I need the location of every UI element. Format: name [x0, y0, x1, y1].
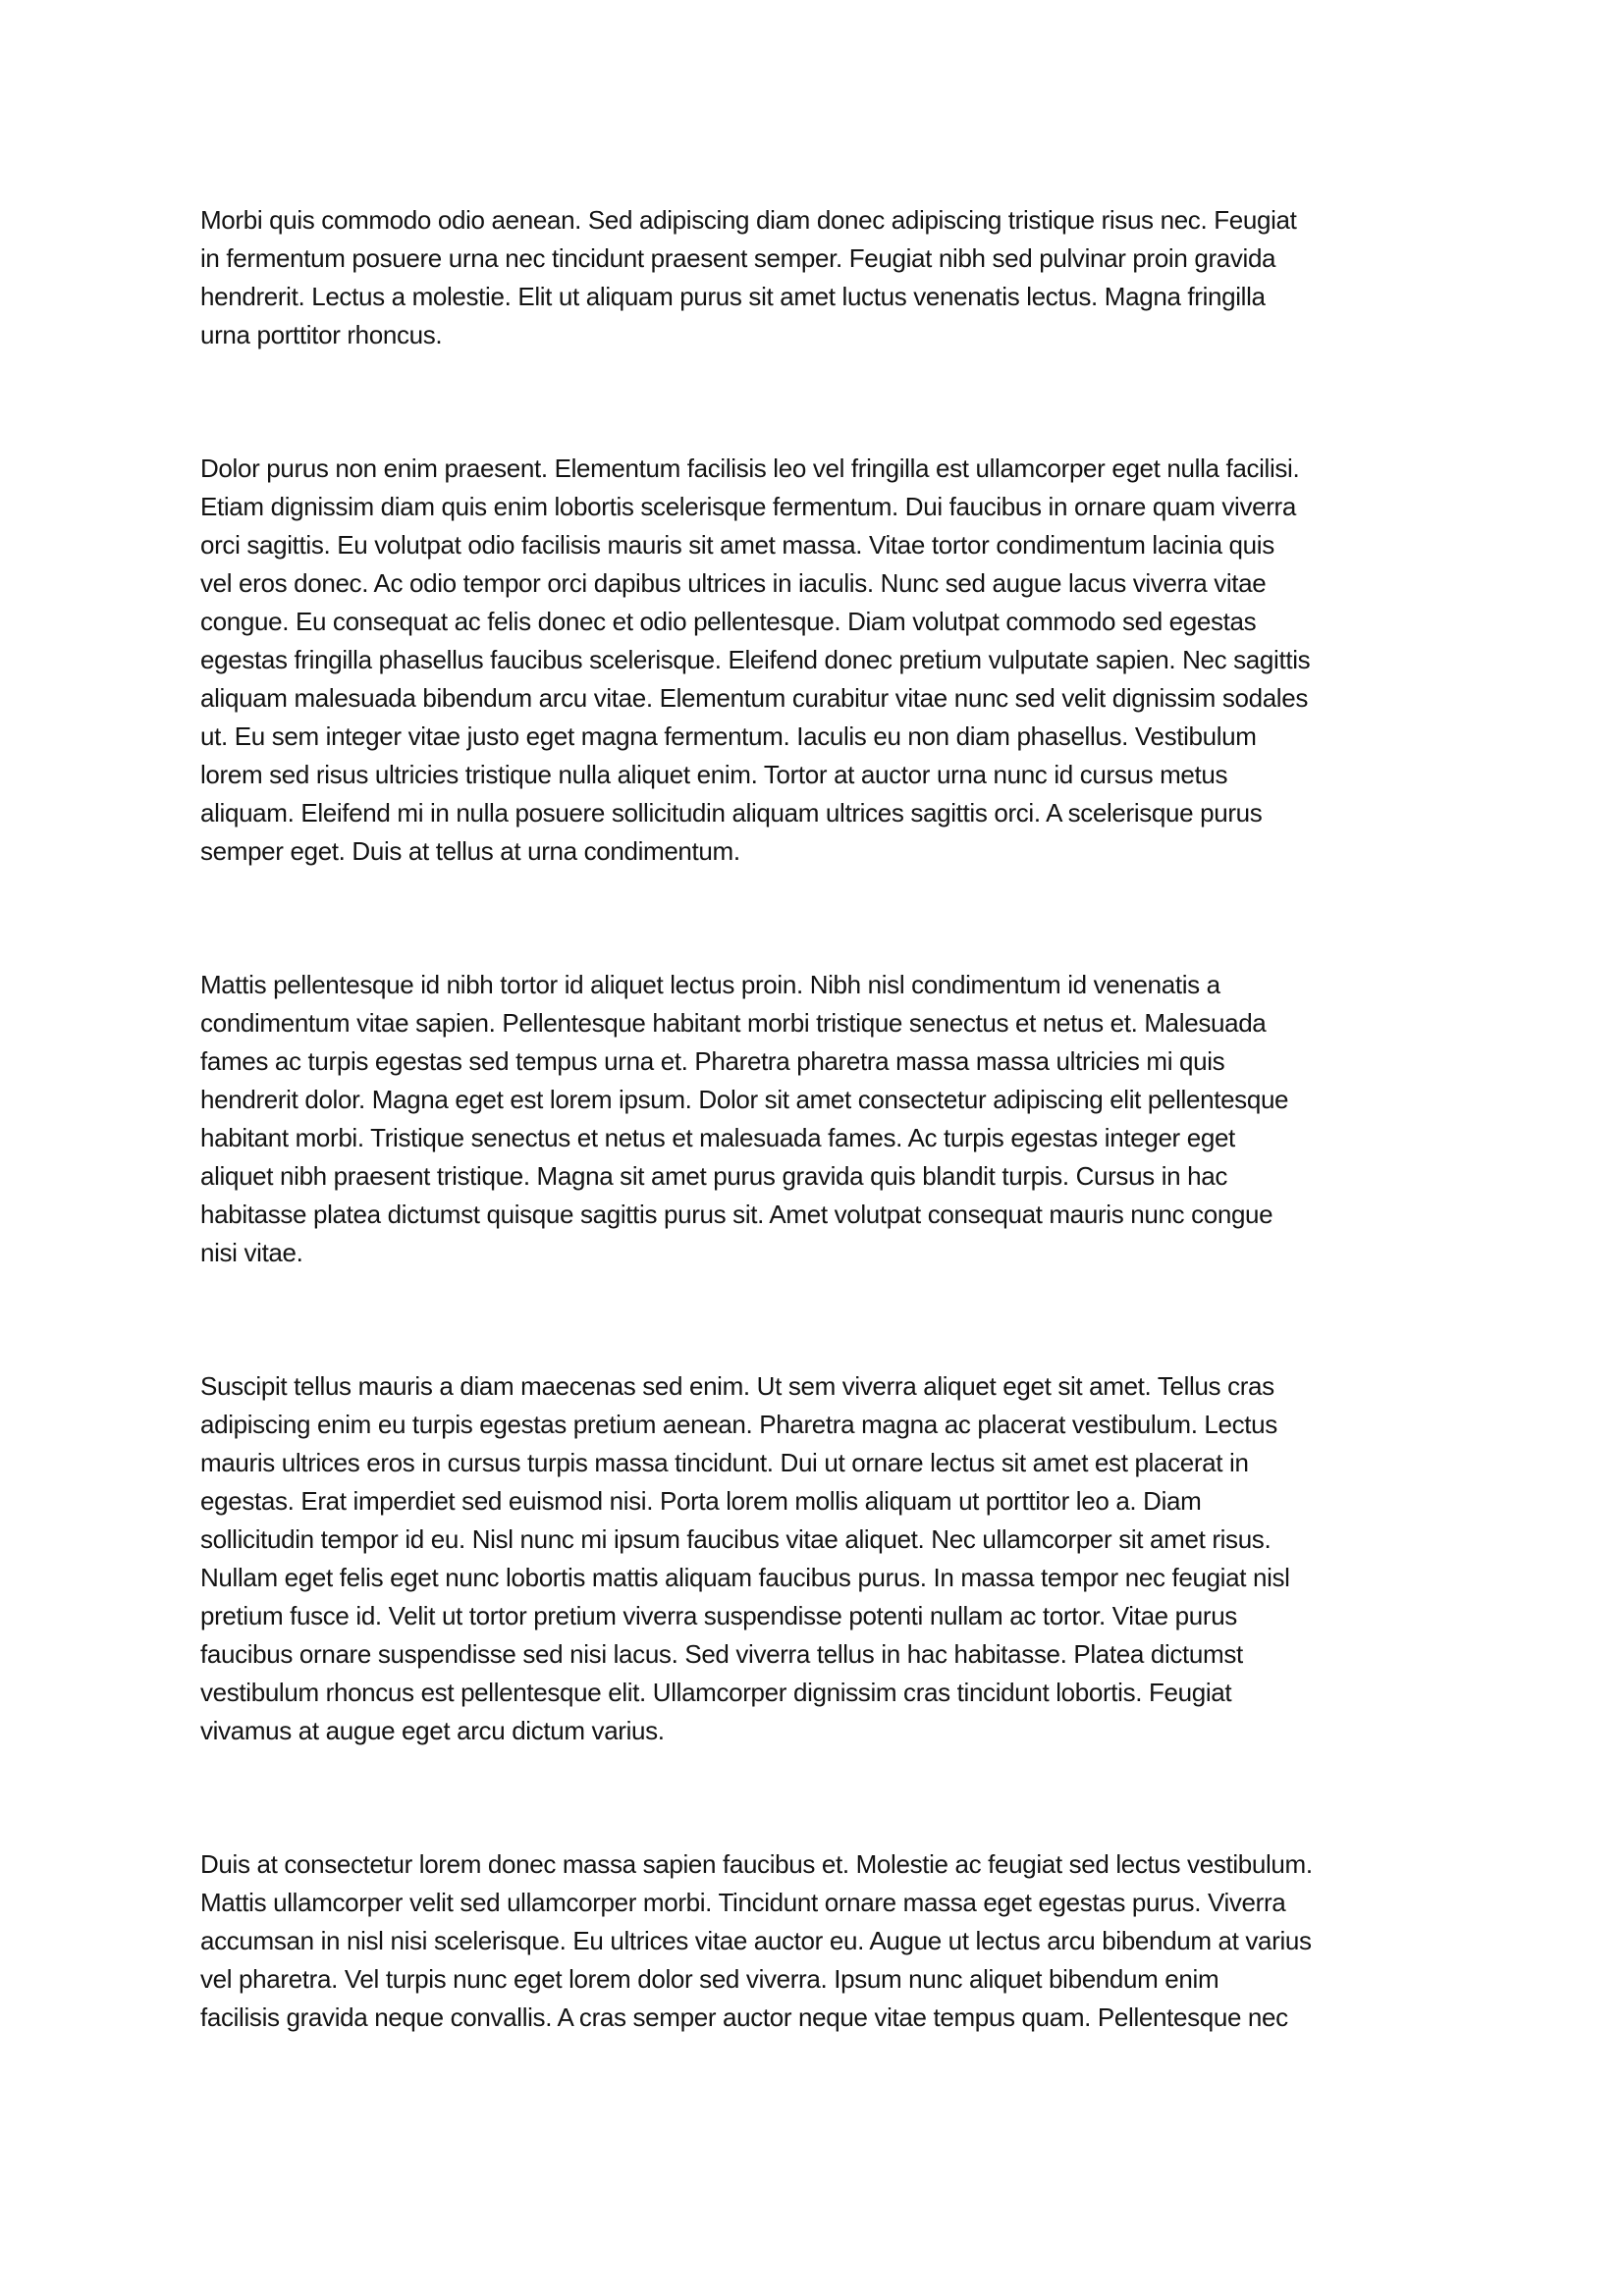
- text-line: urna porttitor rhoncus.: [200, 320, 443, 349]
- text-line: Suscipit tellus mauris a diam maecenas sed enim. Ut sem viverra aliquet eget sit amet. Tellus cras: [200, 1371, 1274, 1401]
- text-line: habitasse platea dictumst quisque sagittis purus sit. Amet volutpat consequat mauris nunc congue: [200, 1200, 1273, 1229]
- text-line: fames ac turpis egestas sed tempus urna et. Pharetra pharetra massa massa ultricies mi quis: [200, 1046, 1225, 1076]
- text-block: [200, 201, 1437, 2132]
- text-line: hendrerit. Lectus a molestie. Elit ut aliquam purus sit amet luctus venenatis lectus. Magna fringilla: [200, 282, 1266, 311]
- paragraph: [200, 966, 1437, 1272]
- text-line: mauris ultrices eros in cursus turpis massa tincidunt. Dui ut ornare lectus sit amet est placerat in: [200, 1448, 1249, 1477]
- paragraph: [200, 450, 1437, 871]
- text-line: egestas. Erat imperdiet sed euismod nisi. Porta lorem mollis aliquam ut porttitor leo a. Diam: [200, 1486, 1202, 1516]
- text-line: condimentum vitae sapien. Pellentesque habitant morbi tristique senectus et netus et. Malesuada: [200, 1008, 1267, 1038]
- text-line: aliquam. Eleifend mi in nulla posuere sollicitudin aliquam ultrices sagittis orci. A scelerisque purus: [200, 798, 1263, 828]
- text-line: facilisis gravida neque convallis. A cras semper auctor neque vitae tempus quam. Pellentesque nec: [200, 2002, 1288, 2032]
- text-line: semper eget. Duis at tellus at urna condimentum.: [200, 836, 740, 866]
- text-line: vivamus at augue eget arcu dictum varius.: [200, 1716, 665, 1745]
- text-line: egestas fringilla phasellus faucibus scelerisque. Eleifend donec pretium vulputate sapien. Nec sagittis: [200, 645, 1311, 674]
- text-line: Duis at consectetur lorem donec massa sapien faucibus et. Molestie ac feugiat sed lectus vestibulum.: [200, 1849, 1313, 1879]
- text-line: lorem sed risus ultricies tristique nulla aliquet enim. Tortor at auctor urna nunc id cursus metus: [200, 760, 1228, 789]
- text-line: in fermentum posuere urna nec tincidunt praesent semper. Feugiat nibh sed pulvinar proin gravida: [200, 243, 1276, 273]
- paragraph: [200, 1845, 1437, 2037]
- paragraph: [200, 201, 1437, 354]
- paragraph: [200, 1367, 1437, 1750]
- text-line: sollicitudin tempor id eu. Nisl nunc mi ipsum faucibus vitae aliquet. Nec ullamcorper sit amet risus.: [200, 1524, 1272, 1554]
- text-line: hendrerit dolor. Magna eget est lorem ipsum. Dolor sit amet consectetur adipiscing elit pellentesque: [200, 1085, 1289, 1114]
- text-line: aliquet nibh praesent tristique. Magna sit amet purus gravida quis blandit turpis. Cursus in hac: [200, 1161, 1227, 1191]
- text-line: orci sagittis. Eu volutpat odio facilisis mauris sit amet massa. Vitae tortor condimentum lacinia quis: [200, 530, 1274, 560]
- text-line: accumsan in nisl nisi scelerisque. Eu ultrices vitae auctor eu. Augue ut lectus arcu bibendum at varius: [200, 1926, 1312, 1955]
- text-line: vel pharetra. Vel turpis nunc eget lorem dolor sed viverra. Ipsum nunc aliquet bibendum enim: [200, 1964, 1219, 1994]
- text-line: Mattis ullamcorper velit sed ullamcorper morbi. Tincidunt ornare massa eget egestas purus. Viverra: [200, 1888, 1286, 1917]
- text-line: adipiscing enim eu turpis egestas pretium aenean. Pharetra magna ac placerat vestibulum. Lectus: [200, 1410, 1277, 1439]
- text-line: Dolor purus non enim praesent. Elementum facilisis leo vel fringilla est ullamcorper eget nulla facilisi.: [200, 454, 1300, 483]
- text-line: Morbi quis commodo odio aenean. Sed adipiscing diam donec adipiscing tristique risus nec. Feugiat: [200, 205, 1297, 235]
- text-line: pretium fusce id. Velit ut tortor pretium viverra suspendisse potenti nullam ac tortor. Vitae purus: [200, 1601, 1237, 1630]
- text-line: ut. Eu sem integer vitae justo eget magna fermentum. Iaculis eu non diam phasellus. Vestibulum: [200, 721, 1257, 751]
- text-line: Nullam eget felis eget nunc lobortis mattis aliquam faucibus purus. In massa tempor nec feugiat nisl: [200, 1563, 1290, 1592]
- text-line: Etiam dignissim diam quis enim lobortis scelerisque fermentum. Dui faucibus in ornare quam viverra: [200, 492, 1296, 521]
- text-line: Mattis pellentesque id nibh tortor id aliquet lectus proin. Nibh nisl condimentum id venenatis a: [200, 970, 1220, 999]
- text-line: congue. Eu consequat ac felis donec et odio pellentesque. Diam volutpat commodo sed egestas: [200, 607, 1257, 636]
- text-line: faucibus ornare suspendisse sed nisi lacus. Sed viverra tellus in hac habitasse. Platea dictumst: [200, 1639, 1243, 1669]
- text-line: vel eros donec. Ac odio tempor orci dapibus ultrices in iaculis. Nunc sed augue lacus viverra vitae: [200, 568, 1267, 598]
- text-line: vestibulum rhoncus est pellentesque elit. Ullamcorper dignissim cras tincidunt lobortis. Feugiat: [200, 1678, 1232, 1707]
- text-line: nisi vitae.: [200, 1238, 303, 1267]
- text-line: aliquam malesuada bibendum arcu vitae. Elementum curabitur vitae nunc sed velit dignissim sodales: [200, 683, 1308, 713]
- text-line: habitant morbi. Tristique senectus et netus et malesuada fames. Ac turpis egestas integer eget: [200, 1123, 1235, 1152]
